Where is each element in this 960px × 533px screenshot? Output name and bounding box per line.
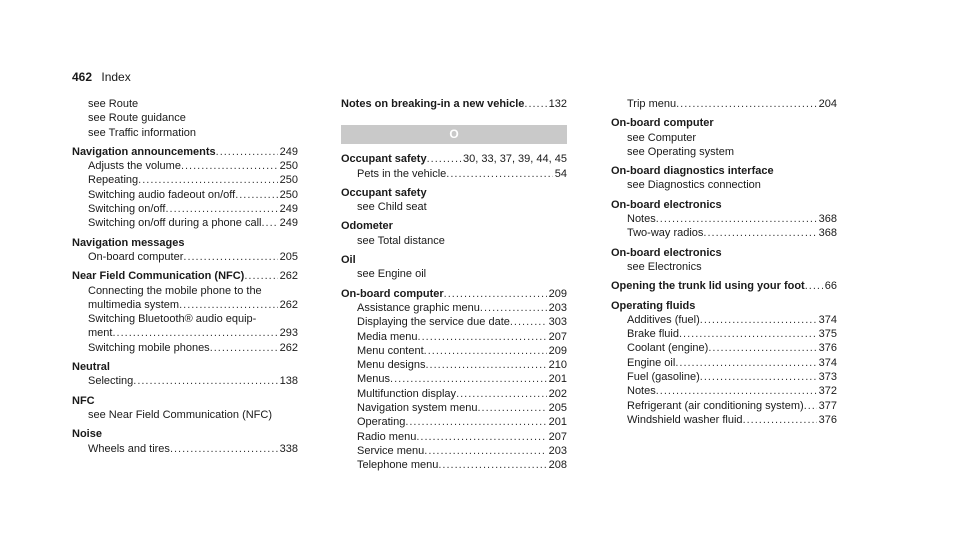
- page-ref: 203: [548, 301, 567, 314]
- entry-text: Repeating: [88, 174, 139, 187]
- entry-text: Switching on/off during a phone call: [88, 217, 262, 230]
- dot-leader: [743, 413, 817, 427]
- index-subentry: [72, 173, 298, 187]
- entry-text: Noise: [72, 428, 102, 441]
- index-subentry: [341, 267, 567, 281]
- entry-text: Menu designs: [357, 359, 426, 372]
- letter-divider: O: [341, 125, 567, 144]
- dot-leader: [524, 97, 546, 111]
- entry-text: Connecting the mobile phone to the: [88, 284, 262, 297]
- index-subentry: [611, 341, 837, 355]
- entry-text: On-board electronics: [611, 246, 722, 259]
- entry-text: see Near Field Communication (NFC): [88, 408, 272, 421]
- page-ref: 368: [818, 227, 837, 240]
- dot-leader: [656, 212, 817, 226]
- index-subentry: [72, 374, 298, 388]
- dot-leader: [656, 384, 817, 398]
- entry-text: see Operating system: [627, 145, 734, 158]
- entry-text: Navigation messages: [72, 236, 185, 249]
- entry-text: Navigation announcements: [72, 145, 216, 158]
- page-ref: 201: [548, 416, 567, 429]
- entry-text: Radio menu: [357, 430, 417, 443]
- entry-text: On-board computer: [88, 250, 184, 263]
- entry-text: Switching on/off: [88, 203, 166, 216]
- entry-text: multimedia system: [88, 298, 180, 311]
- entry-text: Windshield washer fluid: [627, 413, 743, 426]
- page-ref: 262: [279, 341, 298, 354]
- index-subentry: [72, 126, 298, 140]
- entry-text: see Child seat: [357, 201, 427, 214]
- entry-text: Trip menu: [627, 98, 677, 110]
- entry-text: Selecting: [88, 375, 134, 388]
- page-ref: 138: [279, 375, 298, 388]
- entry-text: see Total distance: [357, 234, 445, 247]
- entry-text: Additives (fuel): [627, 313, 700, 326]
- dot-leader: [235, 188, 277, 202]
- page-ref: 209: [548, 287, 567, 300]
- dot-leader: [424, 344, 547, 358]
- page-ref: 205: [548, 402, 567, 415]
- dot-leader: [679, 327, 817, 341]
- page-ref: 208: [548, 459, 567, 472]
- entry-text: On-board computer: [341, 287, 444, 300]
- dot-leader: [510, 315, 547, 329]
- entry-text: Brake fluid: [627, 328, 679, 341]
- entry-text: Fuel (gasoline): [627, 371, 700, 384]
- entry-text: Coolant (engine): [627, 342, 709, 355]
- dot-leader: [424, 444, 546, 458]
- page-ref: 250: [279, 188, 298, 201]
- index-heading: [72, 269, 298, 283]
- index-subentry: [611, 327, 837, 341]
- dot-leader: [438, 458, 546, 472]
- index-heading: [611, 279, 837, 293]
- entry-text: see Engine oil: [357, 268, 427, 281]
- dot-leader: [138, 173, 277, 187]
- dot-leader: [805, 279, 823, 293]
- index-subentry: [341, 167, 567, 181]
- index-subentry: [341, 387, 567, 401]
- index-subentry: [72, 408, 298, 422]
- index-subentry: [611, 384, 837, 398]
- page-ref: 262: [279, 270, 298, 283]
- index-heading: [72, 394, 298, 408]
- entry-text: Operating fluids: [611, 299, 696, 312]
- dot-leader: [700, 370, 817, 384]
- index-subentry: [341, 458, 567, 472]
- index-subentry: [341, 200, 567, 214]
- page-ref: 54: [554, 167, 567, 180]
- page-header: [72, 70, 131, 84]
- entry-text: On-board electronics: [611, 198, 722, 211]
- page-ref: 376: [818, 413, 837, 426]
- entry-text: Operating: [357, 416, 406, 429]
- index-subentry: [341, 358, 567, 372]
- index-subentry: [611, 313, 837, 327]
- entry-text: NFC: [72, 394, 95, 407]
- entry-text: Switching audio fadeout on/off: [88, 188, 236, 201]
- entry-text: Switching Bluetooth® audio equip-: [88, 313, 257, 326]
- index-subentry: [72, 312, 298, 326]
- dot-leader: [676, 97, 817, 111]
- index-column-2: [341, 97, 567, 473]
- index-subentry: [611, 97, 837, 111]
- dot-leader: [183, 250, 277, 264]
- index-subentry: [341, 301, 567, 315]
- dot-leader: [216, 145, 278, 159]
- page-ref: 374: [818, 356, 837, 369]
- index-subentry: [72, 298, 298, 312]
- page-ref: 249: [279, 145, 298, 158]
- index-subentry: [341, 401, 567, 415]
- entry-text: Telephone menu: [357, 459, 439, 472]
- entry-text: Multifunction display: [357, 387, 457, 400]
- entry-text: ment: [88, 327, 113, 340]
- entry-text: Switching mobile phones: [88, 341, 210, 354]
- page-ref: 338: [279, 442, 298, 455]
- index-subentry: [72, 188, 298, 202]
- dot-leader: [261, 216, 277, 230]
- dot-leader: [446, 167, 552, 181]
- index-subentry: [341, 330, 567, 344]
- index-subentry: [611, 131, 837, 145]
- entry-text: Two-way radios: [627, 227, 704, 240]
- index-subentry: [611, 260, 837, 274]
- entry-text: Refrigerant (air conditioning system): [627, 399, 804, 412]
- index-subentry: [341, 315, 567, 329]
- dot-leader: [708, 341, 816, 355]
- entry-text: Occupant safety: [341, 153, 427, 166]
- dot-leader: [675, 356, 816, 370]
- dot-leader: [405, 415, 546, 429]
- entry-text: see Route: [88, 98, 139, 110]
- dot-leader: [112, 326, 277, 340]
- page-ref: 207: [548, 330, 567, 343]
- dot-leader: [804, 399, 817, 413]
- entry-text: Displaying the service due date: [357, 316, 510, 329]
- dot-leader: [390, 372, 547, 386]
- index-column-3: [611, 97, 837, 427]
- index-heading: [341, 253, 567, 267]
- page-ref: 66: [824, 280, 837, 293]
- index-heading: [611, 116, 837, 130]
- page-ref: 373: [818, 371, 837, 384]
- dot-leader: [181, 159, 278, 173]
- section-title: Index: [101, 70, 131, 84]
- dot-leader: [165, 202, 277, 216]
- index-subentry: [341, 344, 567, 358]
- page-ref: 375: [818, 328, 837, 341]
- page-ref: 201: [548, 373, 567, 386]
- dot-leader: [418, 330, 547, 344]
- index-subentry: [341, 372, 567, 386]
- entry-text: Notes on breaking-in a new vehicle: [341, 98, 525, 110]
- dot-leader: [416, 430, 546, 444]
- page-ref: 250: [279, 160, 298, 173]
- index-heading: [72, 236, 298, 250]
- page-ref: 377: [818, 399, 837, 412]
- dot-leader: [170, 442, 278, 456]
- index-subentry: [72, 159, 298, 173]
- dot-leader: [700, 313, 817, 327]
- index-subentry: [341, 415, 567, 429]
- entry-text: Odometer: [341, 220, 393, 233]
- entry-text: see Route guidance: [88, 112, 186, 125]
- index-subentry: [72, 284, 298, 298]
- page-ref: 372: [818, 385, 837, 398]
- entry-text: see Electronics: [627, 260, 702, 273]
- index-subentry: [72, 97, 298, 111]
- dot-leader: [427, 152, 461, 166]
- page-ref: 303: [548, 316, 567, 329]
- dot-leader: [477, 401, 546, 415]
- index-subentry: [72, 442, 298, 456]
- index-subentry: [72, 250, 298, 264]
- dot-leader: [480, 301, 547, 315]
- index-subentry: [611, 356, 837, 370]
- index-heading: [72, 427, 298, 441]
- index-subentry: [611, 145, 837, 159]
- page-ref: 207: [548, 430, 567, 443]
- dot-leader: [210, 341, 278, 355]
- page-ref: 203: [548, 444, 567, 457]
- index-heading: [341, 219, 567, 233]
- index-subentry: [341, 430, 567, 444]
- index-subentry: [611, 212, 837, 226]
- index-subentry: [611, 178, 837, 192]
- index-subentry: [72, 111, 298, 125]
- entry-text: see Traffic information: [88, 126, 197, 139]
- page-ref: 368: [818, 213, 837, 226]
- entry-text: On-board computer: [611, 117, 714, 130]
- index-column-1: [72, 97, 298, 456]
- index-subentry: [341, 444, 567, 458]
- entry-text: Engine oil: [627, 356, 676, 369]
- page-ref: 210: [548, 359, 567, 372]
- entry-text: Notes: [627, 385, 656, 398]
- index-heading: [611, 246, 837, 260]
- index-subentry: [341, 234, 567, 248]
- index-heading: [611, 299, 837, 313]
- index-heading: [611, 198, 837, 212]
- dot-leader: [444, 287, 547, 301]
- entry-text: Notes: [627, 213, 656, 226]
- entry-text: Navigation system menu: [357, 402, 478, 415]
- entry-text: Oil: [341, 254, 356, 267]
- index-subentry: [72, 202, 298, 216]
- index-subentry: [72, 216, 298, 230]
- dot-leader: [244, 269, 277, 283]
- dot-leader: [179, 298, 278, 312]
- index-subentry: [611, 413, 837, 427]
- page-ref: 209: [548, 344, 567, 357]
- page-ref: 132: [548, 98, 567, 110]
- entry-text: Occupant safety: [341, 186, 427, 199]
- entry-text: On-board diagnostics interface: [611, 165, 774, 178]
- entry-text: Wheels and tires: [88, 442, 170, 455]
- entry-text: Opening the trunk lid using your foot: [611, 280, 805, 293]
- entry-text: Near Field Communication (NFC): [72, 270, 245, 283]
- page-number: 462: [72, 70, 93, 84]
- page-ref: 249: [279, 217, 298, 230]
- entry-text: Assistance graphic menu: [357, 301, 480, 314]
- entry-text: see Diagnostics connection: [627, 179, 761, 192]
- index-heading: [341, 287, 567, 301]
- page-ref: 376: [818, 342, 837, 355]
- page-ref: 250: [279, 174, 298, 187]
- index-heading: [72, 145, 298, 159]
- entry-text: Neutral: [72, 361, 110, 374]
- page-ref: 30, 33, 37, 39, 44, 45: [463, 153, 567, 166]
- entry-text: Pets in the vehicle: [357, 167, 447, 180]
- entry-text: see Computer: [627, 131, 697, 144]
- dot-leader: [426, 358, 547, 372]
- entry-text: Menu content: [357, 344, 424, 357]
- index-heading: [72, 360, 298, 374]
- entry-text: Media menu: [357, 330, 418, 343]
- entry-text: Service menu: [357, 444, 425, 457]
- index-heading: [341, 97, 567, 111]
- dot-leader: [133, 374, 277, 388]
- entry-text: Menus: [357, 373, 391, 386]
- index-heading: [341, 152, 567, 166]
- page-ref: 204: [818, 98, 837, 110]
- entry-text: Adjusts the volume: [88, 160, 181, 173]
- index-subentry: [72, 326, 298, 340]
- page-ref: 205: [279, 250, 298, 263]
- index-subentry: [611, 370, 837, 384]
- page-ref: 249: [279, 203, 298, 216]
- page-ref: 262: [279, 298, 298, 311]
- index-heading: [611, 164, 837, 178]
- index-subentry: [611, 399, 837, 413]
- page-ref: 374: [818, 313, 837, 326]
- index-subentry: [611, 226, 837, 240]
- dot-leader: [456, 387, 547, 401]
- page-ref: 293: [279, 327, 298, 340]
- dot-leader: [703, 226, 816, 240]
- index-subentry: [72, 341, 298, 355]
- page-ref: 202: [548, 387, 567, 400]
- index-heading: [341, 186, 567, 200]
